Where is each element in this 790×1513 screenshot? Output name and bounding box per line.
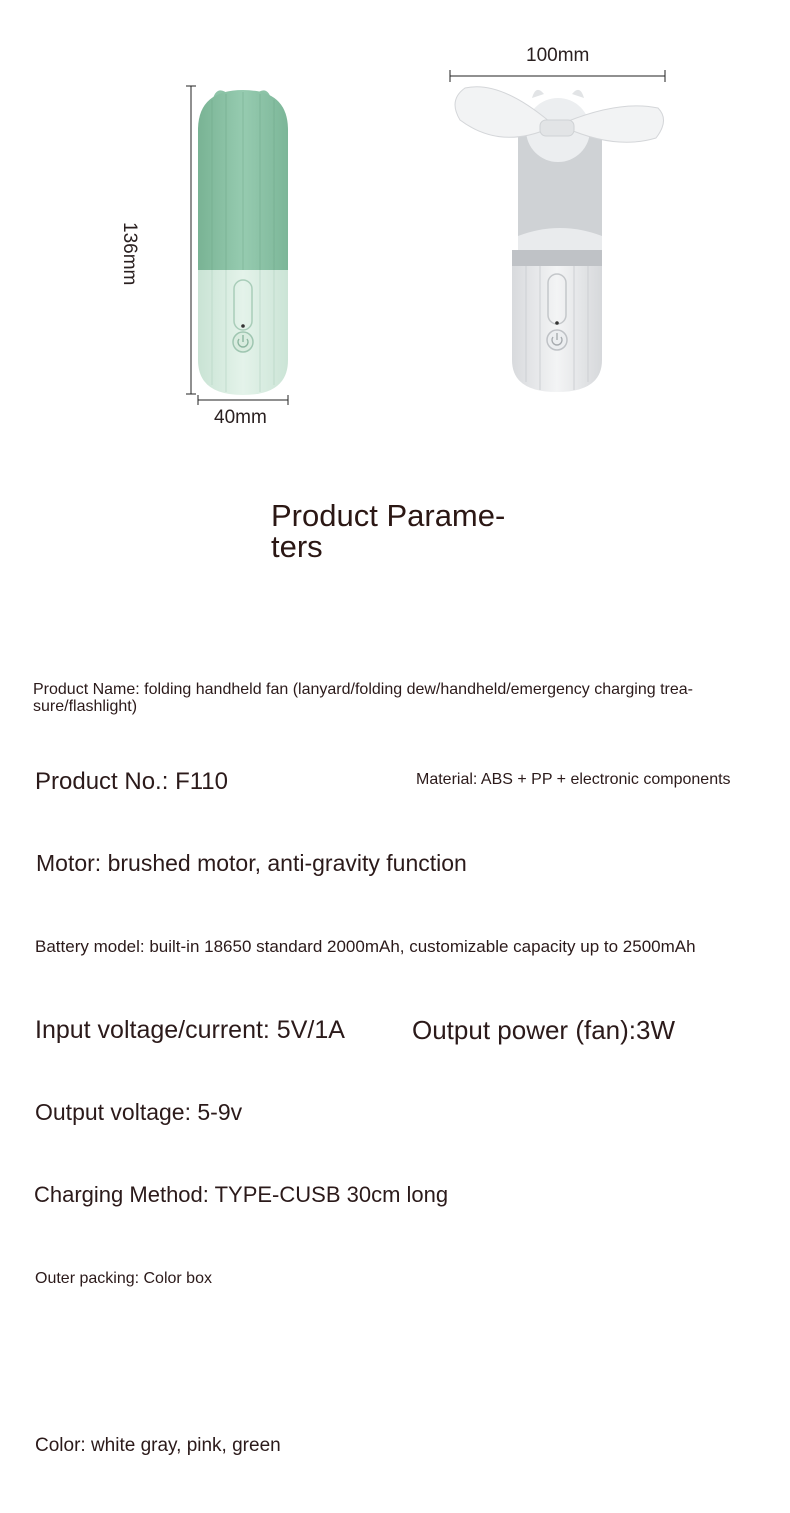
height-dimension-label: 136mm xyxy=(119,222,140,286)
section-title: Product Parame- ters xyxy=(271,498,506,564)
spec-motor: Motor: brushed motor, anti-gravity function xyxy=(36,850,467,876)
spec-product-no: Product No.: F110 xyxy=(35,768,228,795)
green-fan-illustration xyxy=(150,80,310,420)
spec-material: Material: ABS + PP + electronic components xyxy=(416,771,731,788)
gray-fan-illustration xyxy=(440,60,680,400)
spec-output-voltage: Output voltage: 5-9v xyxy=(35,1099,243,1125)
spec-battery: Battery model: built-in 18650 standard 2000mAh, customizable capacity up to 2500mAh xyxy=(35,937,696,956)
green-fan-product xyxy=(150,80,310,420)
width-dimension-label: 40mm xyxy=(214,407,267,428)
fan-width-dimension-label: 100mm xyxy=(526,45,590,66)
spec-output-power: Output power (fan):3W xyxy=(412,1015,675,1045)
spec-packing: Outer packing: Color box xyxy=(35,1270,212,1287)
gray-fan-product xyxy=(440,60,680,400)
spec-color: Color: white gray, pink, green xyxy=(35,1435,281,1456)
spec-charging: Charging Method: TYPE-CUSB 30cm long xyxy=(34,1182,449,1207)
spec-product-name: Product Name: folding handheld fan (lanyard/folding dew/handheld/emergency charging trea- sure/flashlight) xyxy=(33,681,693,715)
spec-input: Input voltage/current: 5V/1A xyxy=(35,1016,345,1044)
